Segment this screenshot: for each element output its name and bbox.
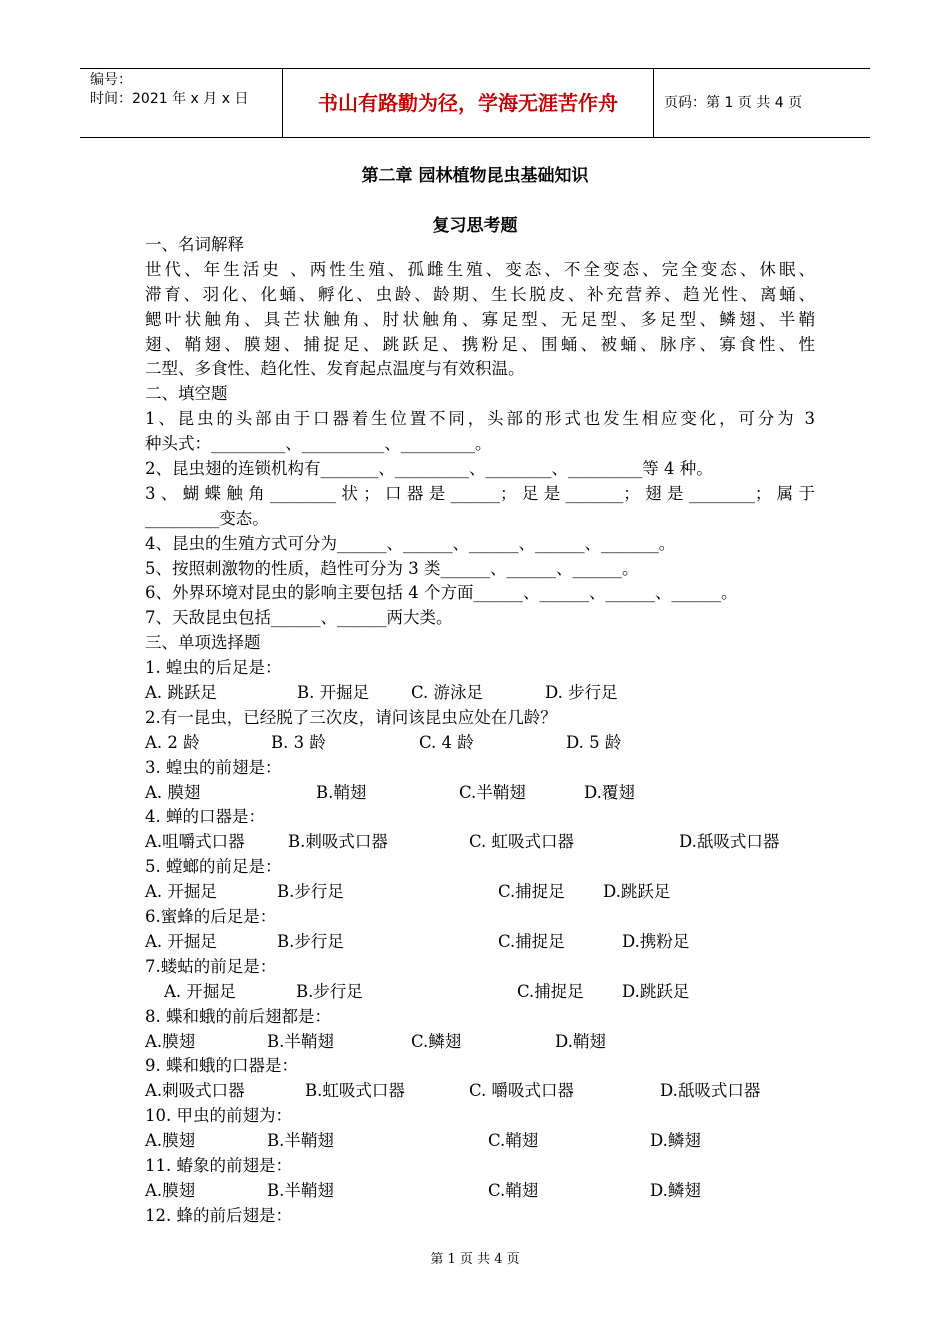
options-row: [145, 1079, 815, 1104]
question: 8. 蝶和蛾的前后翅都是：: [145, 1006, 331, 1026]
option: A. 开掘足: [164, 981, 236, 1001]
option: D.覆翅: [584, 782, 635, 802]
section-heading-2: 二、填空题: [145, 384, 228, 404]
option: A.刺吸式口器: [145, 1081, 245, 1101]
option: D.舐吸式口器: [679, 832, 780, 852]
option: C.捕捉足: [517, 981, 584, 1001]
text-line: 世代、年生活史 、两性生殖、孤雌生殖、变态、不全变态、完全变态、休眠、: [145, 259, 815, 279]
question: 3. 蝗虫的前翅是：: [145, 757, 282, 777]
option: B. 开掘足: [297, 683, 370, 703]
question: 5. 螳螂的前足是：: [145, 857, 282, 877]
fill-line: 6、外界环境对昆虫的影响主要包括 4 个方面______、______、______、______。: [145, 583, 738, 603]
text-line: 鳃叶状触角、具芒状触角、肘状触角、寡足型、无足型、多足型、鳞翅、半鞘: [145, 309, 815, 329]
option: A.膜翅: [145, 1131, 196, 1151]
option: B.半鞘翅: [267, 1180, 334, 1200]
option: D.携粉足: [622, 931, 690, 951]
options-row: [145, 830, 815, 855]
options-row: [145, 1129, 815, 1154]
question: 10. 甲虫的前翅为：: [145, 1106, 292, 1126]
fill-line: 种头式：_________、__________、_________。: [145, 434, 492, 454]
option: B. 3 龄: [271, 732, 326, 752]
option: D.鳞翅: [650, 1131, 701, 1151]
header-left-cell: [80, 69, 282, 137]
text-line: 翅、鞘翅、膜翅、捕捉足、跳跃足、携粉足、围蛹、被蛹、脉序、寡食性、性: [145, 334, 815, 354]
option: B.虹吸式口器: [305, 1081, 405, 1101]
option: A. 开掘足: [145, 931, 217, 951]
option: C.鳞翅: [411, 1031, 462, 1051]
option: B.步行足: [277, 882, 344, 902]
option: D. 步行足: [545, 683, 618, 703]
question: 6.蜜蜂的后足是：: [145, 907, 277, 927]
chapter-title: 第二章 园林植物昆虫基础知识: [361, 166, 589, 186]
fill-line: 5、按照刺激物的性质，趋性可分为 3 类______、______、______。: [145, 558, 639, 578]
options-row: [145, 930, 815, 955]
fill-line: 4、昆虫的生殖方式可分为______、______、______、______、_______。: [145, 533, 676, 553]
page-footer: 第 1 页 共 4 页: [430, 1252, 520, 1267]
option: A.咀嚼式口器: [145, 832, 245, 852]
option: B.鞘翅: [316, 782, 367, 802]
section-heading-3: 三、单项选择题: [145, 633, 261, 653]
option: B.刺吸式口器: [288, 832, 388, 852]
option: C.捕捉足: [498, 931, 565, 951]
option: D.跳跃足: [622, 981, 690, 1001]
page-info: 页码：第 1 页 共 4 页: [664, 95, 803, 111]
number-label: 编号：: [90, 72, 132, 88]
fill-line: 2、昆虫翅的连锁机构有_______、_________、________、_________等 4 种。: [145, 459, 713, 479]
question: 1. 蝗虫的后足是：: [145, 658, 282, 678]
option: B.半鞘翅: [267, 1131, 334, 1151]
options-row: [145, 1030, 815, 1055]
option: C. 游泳足: [411, 683, 484, 703]
options-row: [145, 731, 815, 756]
text-line: 二型、多食性、趋化性、发育起点温度与有效积温。: [145, 359, 525, 379]
option: B.半鞘翅: [267, 1031, 334, 1051]
option: C.捕捉足: [498, 882, 565, 902]
option: D.舐吸式口器: [660, 1081, 761, 1101]
question: 9. 蝶和蛾的口器是：: [145, 1056, 298, 1076]
option: B.步行足: [296, 981, 363, 1001]
option: C.鞘翅: [488, 1131, 539, 1151]
option: C. 嚼吸式口器: [469, 1081, 575, 1101]
option: B.步行足: [277, 931, 344, 951]
section-heading-1: 一、名词解释: [145, 235, 244, 254]
time-label: 时间：2021 年 x 月 x 日: [90, 91, 249, 107]
option: C. 4 龄: [419, 732, 474, 752]
option: A. 跳跃足: [145, 683, 217, 703]
page-header: [80, 68, 870, 138]
fill-line: 1、昆虫的头部由于口器着生位置不同，头部的形式也发生相应变化，可分为 3: [145, 409, 815, 429]
question: 12. 蜂的前后翅是：: [145, 1205, 292, 1225]
fill-line: 7、天敌昆虫包括______、______两大类。: [145, 608, 453, 628]
options-row: [145, 980, 815, 1005]
option: C.鞘翅: [488, 1180, 539, 1200]
document-body: [145, 233, 815, 1229]
question: 11. 蝽象的前翅是：: [145, 1155, 292, 1175]
option: D. 5 龄: [566, 732, 622, 752]
option: A. 2 龄: [145, 732, 200, 752]
option: A. 膜翅: [145, 782, 201, 802]
options-row: [145, 781, 815, 806]
option: A. 开掘足: [145, 882, 217, 902]
fill-line: 3、蝴蝶触角________状；口器是______；足是_______；翅是________；属于: [145, 483, 815, 503]
text-line: 滞育、羽化、化蛹、孵化、虫龄、龄期、生长脱皮、补充营养、趋光性、离蛹、: [145, 284, 815, 304]
question: 4. 蝉的口器是：: [145, 807, 265, 827]
options-row: [145, 681, 815, 706]
option: D.跳跃足: [603, 882, 671, 902]
option: D.鳞翅: [650, 1180, 701, 1200]
options-row: [145, 880, 815, 905]
option: A.膜翅: [145, 1031, 196, 1051]
options-row: [145, 1179, 815, 1204]
question: 7.蝼蛄的前足是：: [145, 956, 277, 976]
subtitle: 复习思考题: [432, 216, 518, 236]
option: C.半鞘翅: [459, 782, 526, 802]
fill-line: _________变态。: [145, 508, 269, 528]
option: A.膜翅: [145, 1180, 196, 1200]
motto: 书山有路勤为径，学海无涯苦作舟: [282, 69, 654, 137]
question: 2.有一昆虫，已经脱了三次皮，请问该昆虫应处在几龄？: [145, 707, 557, 727]
option: C. 虹吸式口器: [469, 832, 575, 852]
option: D.鞘翅: [555, 1031, 606, 1051]
